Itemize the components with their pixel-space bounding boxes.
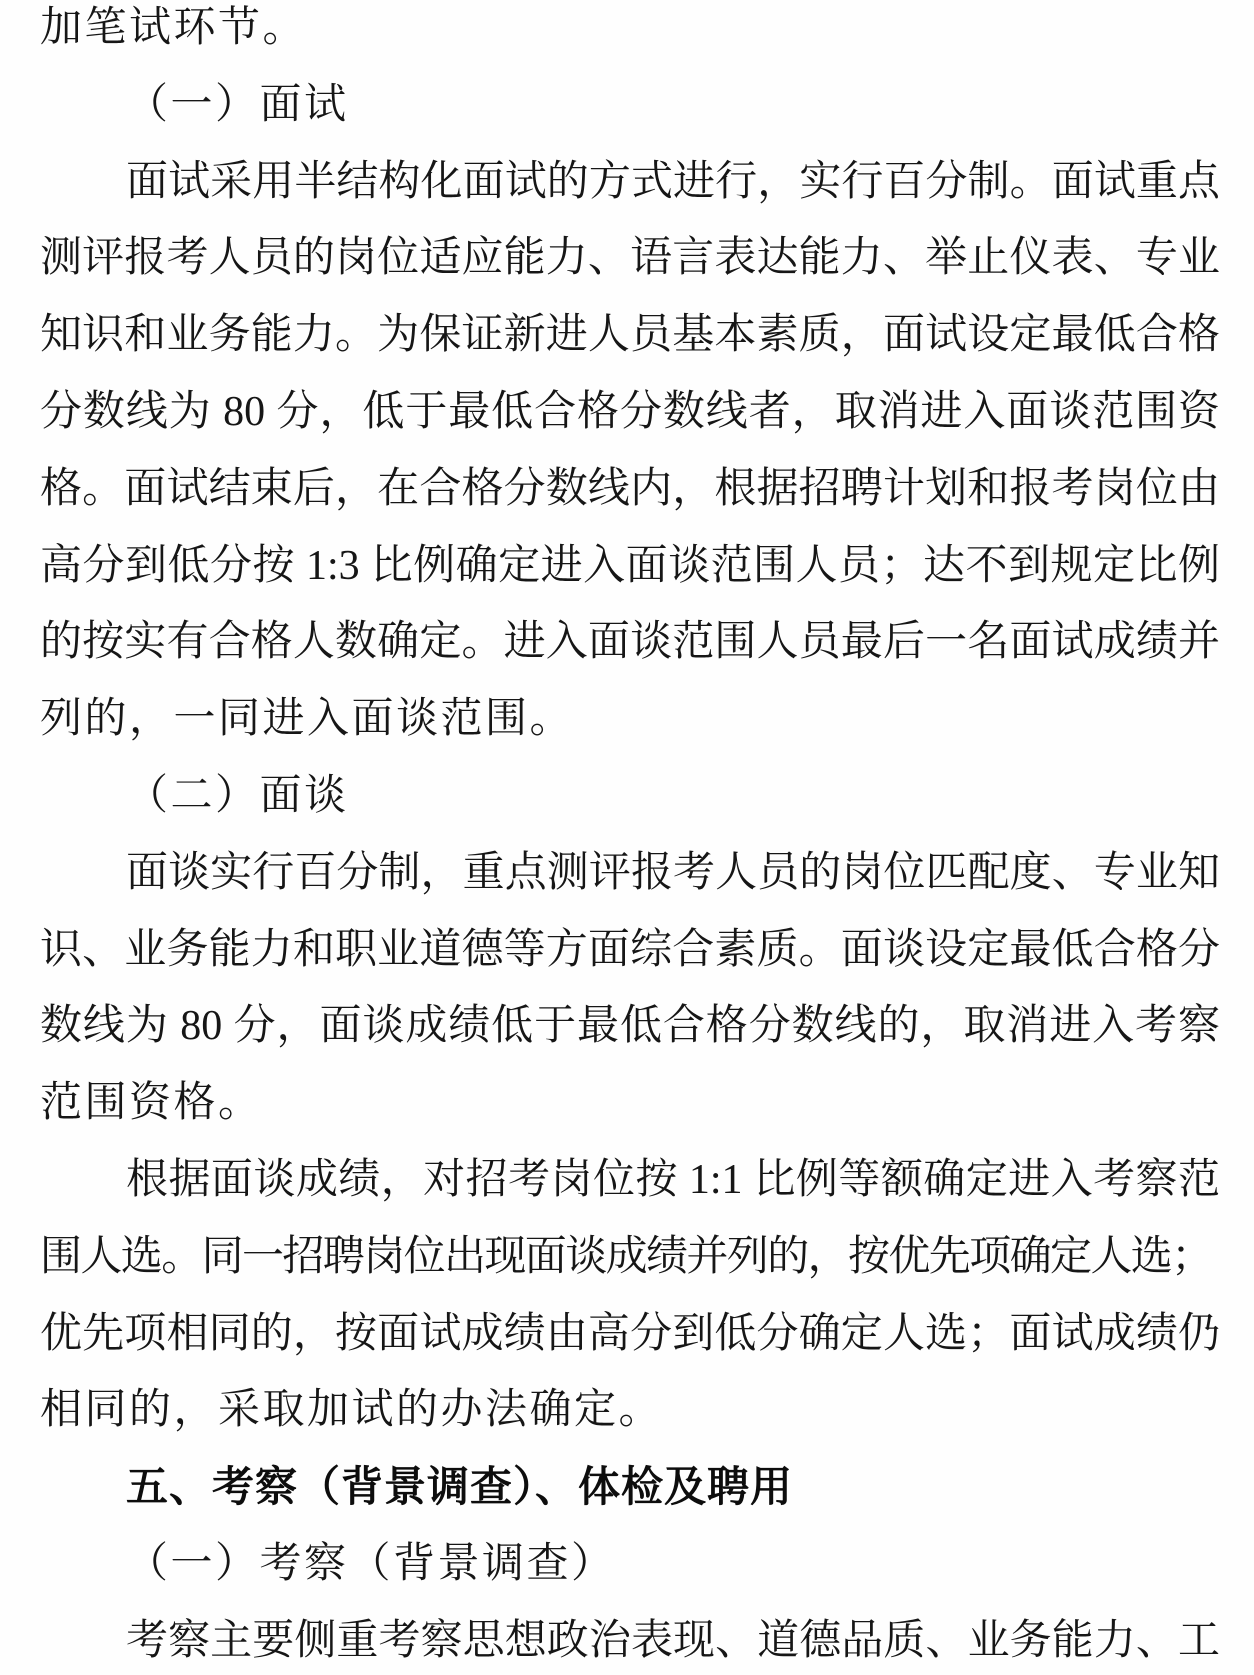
text-line: 高分到低分按 1:3 比例确定进入面谈范围人员；达不到规定比例 (40, 542, 1220, 589)
text-line: （二）面谈 (126, 772, 349, 819)
text-line: 范围资格。 (40, 1080, 263, 1127)
text-line: （一）考察（背景调查） (126, 1540, 616, 1587)
text-line: 面试采用半结构化面试的方式进行，实行百分制。面试重点 (126, 158, 1220, 205)
text-line: 面谈实行百分制，重点测评报考人员的岗位匹配度、专业知 (126, 849, 1220, 896)
text-line: 的按实有合格人数确定。进入面谈范围人员最后一名面试成绩并 (40, 619, 1220, 666)
text-line: 根据面谈成绩，对招考岗位按 1:1 比例等额确定进入考察范 (126, 1156, 1220, 1203)
text-line: 格。面试结束后，在合格分数线内，根据招聘计划和报考岗位由 (40, 465, 1220, 512)
text-line: （一）面试 (126, 81, 349, 128)
text-line: 识、业务能力和职业道德等方面综合素质。面谈设定最低合格分 (40, 926, 1220, 973)
text-line: 测评报考人员的岗位适应能力、语言表达能力、举止仪表、专业 (40, 235, 1220, 282)
text-line: 加笔试环节。 (40, 5, 308, 51)
text-line: 数线为 80 分，面谈成绩低于最低合格分数线的，取消进入考察 (40, 1003, 1220, 1050)
text-line: 五、考察（背景调查）、体检及聘用 (126, 1463, 794, 1511)
text-line: 优先项相同的，按面试成绩由高分到低分确定人选；面试成绩仍 (40, 1310, 1220, 1357)
text-line: 围人选。同一招聘岗位出现面谈成绩并列的，按优先项确定人选； (40, 1233, 1212, 1280)
text-line: 相同的，采取加试的办法确定。 (40, 1387, 664, 1434)
text-line: 列的，一同进入面谈范围。 (40, 696, 575, 743)
text-line: 分数线为 80 分，低于最低合格分数线者，取消进入面谈范围资 (40, 388, 1220, 435)
document-text-block (40, 0, 1220, 1675)
text-line: 知识和业务能力。为保证新进人员基本素质，面试设定最低合格 (40, 312, 1220, 359)
text-line: 考察主要侧重考察思想政治表现、道德品质、业务能力、工 (126, 1617, 1220, 1664)
